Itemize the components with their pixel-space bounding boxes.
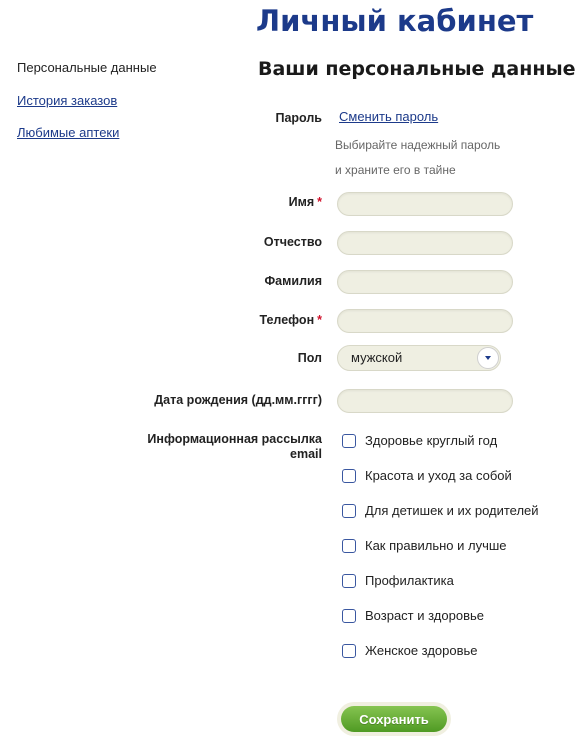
newsletter-option-label[interactable]: Для детишек и их родителей [365,503,539,518]
change-password-link[interactable]: Сменить пароль [339,109,439,124]
last-name-label-text: Фамилия [264,274,322,288]
newsletter-label [147,432,322,462]
birth-date-label-text: Дата рождения (дд.мм.гггг) [154,393,322,407]
sidebar-item-order-history[interactable]: История заказов [17,93,118,108]
newsletter-checkbox[interactable] [342,644,356,658]
phone-field[interactable] [337,309,513,333]
newsletter-option-label[interactable]: Профилактика [365,573,454,588]
gender-label-text: Пол [297,351,322,365]
newsletter-option-label[interactable]: Здоровье круглый год [365,433,498,448]
save-button-frame [337,702,451,736]
newsletter-option-label[interactable]: Женское здоровье [365,643,478,658]
newsletter-checkbox[interactable] [342,609,356,623]
page-title: Личный кабинет [256,4,534,38]
first-name-label-text: Имя [288,195,315,209]
sidebar-item-personal-data: Персональные данные [17,60,157,75]
gender-label [298,351,322,366]
password-hint-line1: Выбирайте надежный пароль [335,138,501,152]
save-button[interactable]: Сохранить [341,706,447,732]
newsletter-option-label[interactable]: Как правильно и лучше [365,538,507,553]
newsletter-label-line2: email [290,447,322,461]
gender-select-value: мужской [351,350,403,365]
newsletter-checkbox[interactable] [342,434,356,448]
section-title: Ваши персональные данные [258,58,576,80]
middle-name-label [264,235,322,250]
password-label [275,111,322,126]
newsletter-option-label[interactable]: Красота и уход за собой [365,468,512,483]
newsletter-checkbox[interactable] [342,504,356,518]
middle-name-label-text: Отчество [263,235,322,249]
phone-label [259,313,322,328]
newsletter-checkbox[interactable] [342,539,356,553]
sidebar-item-favorite-pharmacies[interactable]: Любимые аптеки [17,125,120,140]
required-mark: * [317,195,322,209]
newsletter-checkbox[interactable] [342,469,356,483]
phone-label-text: Телефон [259,313,315,327]
last-name-label [265,274,322,289]
chevron-down-icon[interactable] [477,347,499,369]
first-name-label [289,195,322,210]
newsletter-option-label[interactable]: Возраст и здоровье [365,608,484,623]
middle-name-field[interactable] [337,231,513,255]
gender-select[interactable] [337,345,501,371]
password-hint-line2: и храните его в тайне [335,163,456,177]
birth-date-label [154,393,322,408]
first-name-field[interactable] [337,192,513,216]
newsletter-label-line1: Информационная рассылка [147,432,322,446]
password-label-text: Пароль [275,111,322,125]
required-mark: * [317,313,322,327]
last-name-field[interactable] [337,270,513,294]
birth-date-field[interactable] [337,389,513,413]
newsletter-checkbox[interactable] [342,574,356,588]
password-hint [335,133,500,183]
